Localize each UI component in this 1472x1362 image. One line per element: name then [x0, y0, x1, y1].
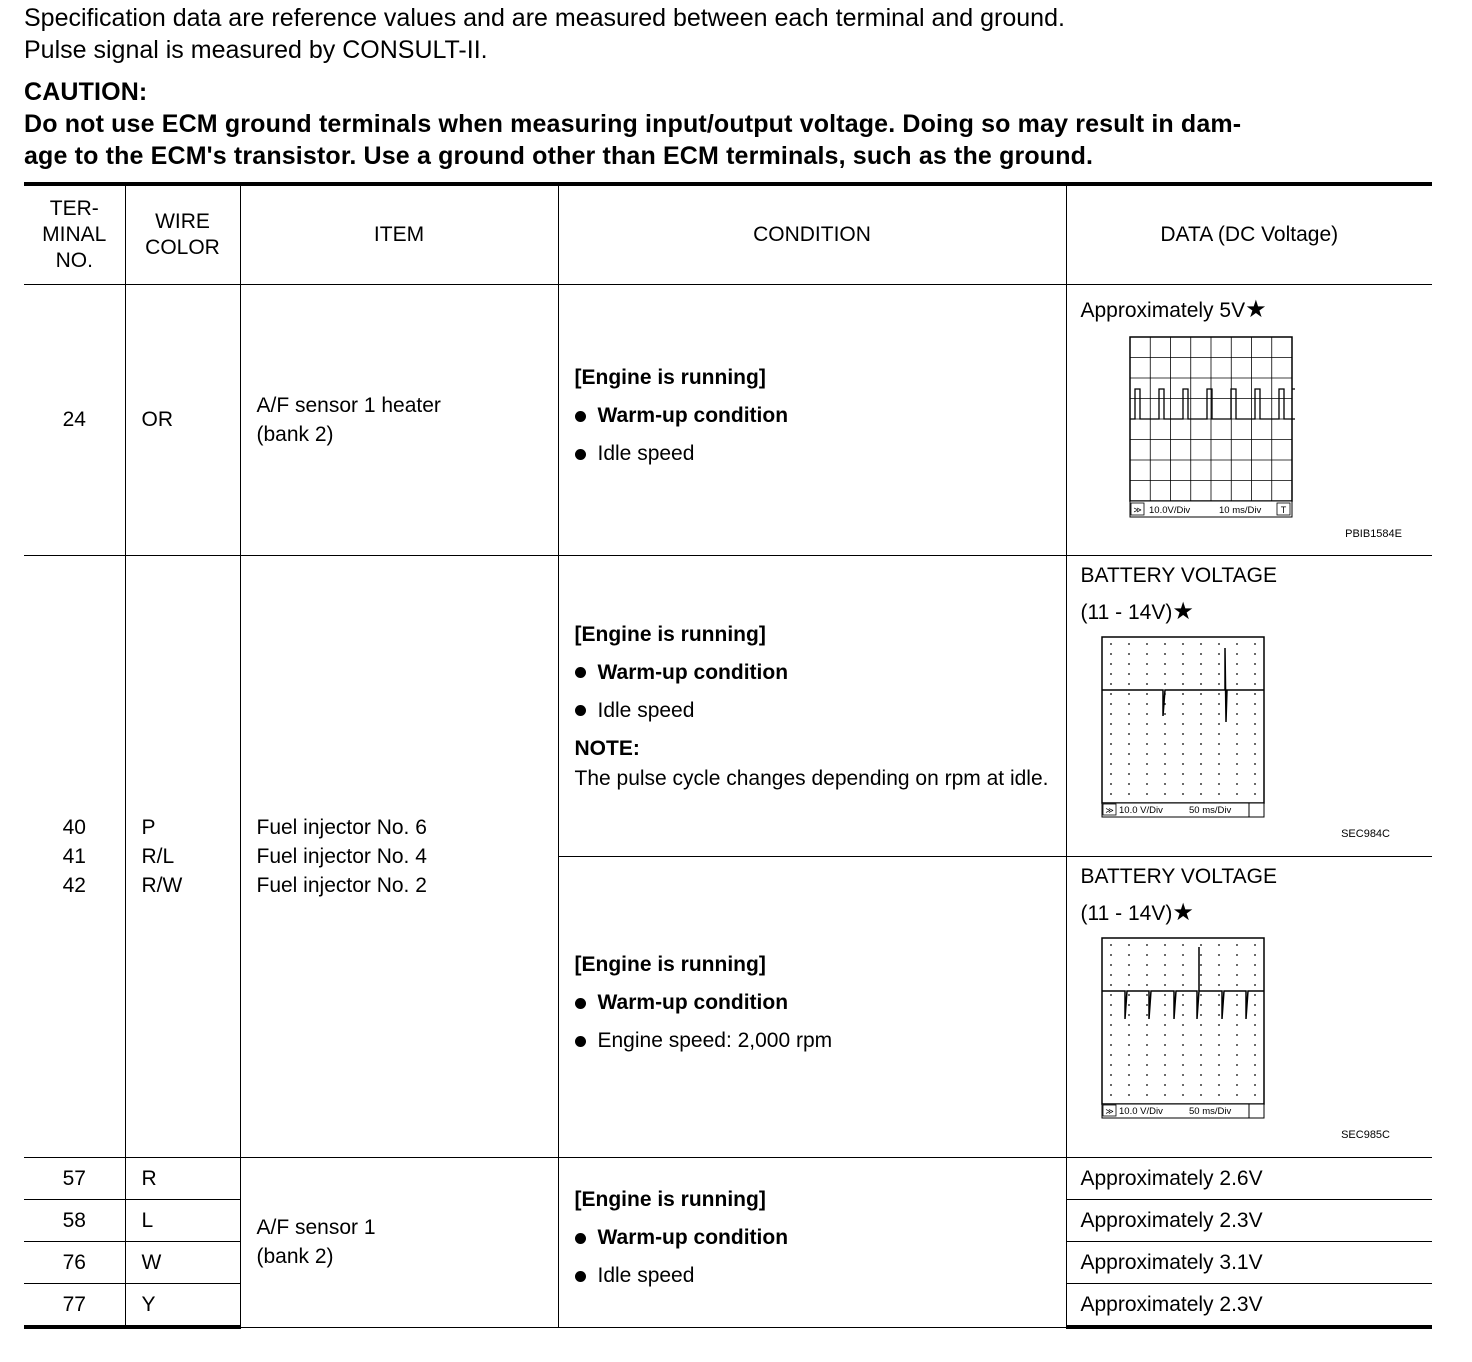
caution-line-2: age to the ECM's transistor. Use a ground other than ECM terminals, such as the ground. [24, 142, 1094, 170]
caution-block [24, 76, 1241, 172]
bullet-dot-icon [575, 998, 586, 1009]
condition-bullet: Warm-up condition [575, 658, 1056, 688]
terminal-cell: 40 41 42 [24, 556, 125, 1158]
data-cell: Approximately 2.3V [1066, 1200, 1432, 1242]
item-cell: A/F sensor 1 heater (bank 2) [240, 285, 558, 556]
scope-arrow-label: ≫ [1104, 1107, 1114, 1116]
header-item: ITEM [240, 184, 558, 285]
data-cell [1066, 285, 1432, 556]
scope-time-scale: 10 ms/Div [1218, 505, 1261, 516]
figure-id: SEC984C [1341, 828, 1390, 840]
terminal-cell: 77 [24, 1284, 125, 1328]
note-heading: NOTE: [574, 736, 640, 760]
condition-bullet: Warm-up condition [575, 1223, 1066, 1253]
oscilloscope-waveform-pulse [1129, 336, 1295, 518]
condition-title: [Engine is running] [574, 366, 766, 389]
caution-heading: CAUTION: [24, 78, 148, 106]
terminal-cell: 58 [24, 1200, 125, 1242]
condition-bullet: Idle speed [575, 439, 1066, 469]
figure-id: PBIB1584E [1345, 528, 1402, 540]
terminal-cell: 57 [24, 1158, 125, 1200]
data-value: Approximately 5V★ [1080, 296, 1267, 323]
condition-bullet: Idle speed [575, 696, 1056, 726]
intro-line-2: Pulse signal is measured by CONSULT-II. [24, 36, 488, 64]
condition-cell [558, 556, 1066, 857]
scope-volt-scale: 10.0V/Div [1148, 505, 1190, 516]
bullet-dot-icon [575, 449, 586, 460]
scope-time-scale: 50 ms/Div [1188, 805, 1231, 816]
intro-text [24, 2, 1065, 66]
condition-cell [558, 857, 1066, 1158]
condition-title: [Engine is running] [574, 1188, 766, 1212]
terminal-cell: 24 [24, 285, 125, 556]
bullet-dot-icon [575, 705, 586, 716]
wire-color-cell: R [125, 1158, 240, 1200]
bullet-dot-icon [575, 667, 586, 678]
item-cell: Fuel injector No. 6 Fuel injector No. 4 Fuel injector No. 2 [240, 556, 558, 1158]
wire-color-cell: P R/L R/W [125, 556, 240, 1158]
scope-trigger-label: T [1280, 505, 1286, 515]
data-cell: Approximately 2.3V [1066, 1284, 1432, 1328]
table-row [24, 556, 1432, 857]
bullet-dot-icon [575, 1036, 586, 1047]
data-value: BATTERY VOLTAGE (11 - 14V)★ [1080, 865, 1277, 926]
intro-line-1: Specification data are reference values and are measured between each terminal and ground. [24, 4, 1065, 32]
oscilloscope-waveform-injector-2000rpm [1101, 937, 1267, 1119]
condition-bullet: Warm-up condition [575, 988, 1066, 1018]
wire-color-cell: Y [125, 1284, 240, 1328]
star-icon: ★ [1172, 598, 1194, 625]
oscilloscope-waveform-injector-idle [1101, 636, 1267, 818]
wire-color-cell: W [125, 1242, 240, 1284]
data-cell [1066, 556, 1432, 857]
wire-color-cell: OR [125, 285, 240, 556]
header-terminal: TER- MINAL NO. [24, 184, 125, 285]
header-condition: CONDITION [558, 184, 1066, 285]
table-row [24, 1158, 1432, 1200]
data-value: BATTERY VOLTAGE (11 - 14V)★ [1080, 564, 1277, 625]
table-header-row [24, 184, 1432, 285]
condition-title: [Engine is running] [574, 622, 766, 646]
data-cell: Approximately 3.1V [1066, 1242, 1432, 1284]
bullet-dot-icon [575, 411, 586, 422]
scope-volt-scale: 10.0 V/Div [1118, 805, 1163, 816]
wire-color-cell: L [125, 1200, 240, 1242]
caution-line-1: Do not use ECM ground terminals when measuring input/output voltage. Doing so may result in dam- [24, 110, 1242, 138]
terminal-cell: 76 [24, 1242, 125, 1284]
condition-bullet: Warm-up condition [575, 401, 1066, 431]
bullet-dot-icon [575, 1271, 586, 1282]
condition-bullet: Idle speed [575, 1261, 1066, 1291]
condition-bullet: Engine speed: 2,000 rpm [575, 1026, 1066, 1056]
data-cell: Approximately 2.6V [1066, 1158, 1432, 1200]
header-wire-color: WIRE COLOR [125, 184, 240, 285]
terminal-spec-table [24, 182, 1432, 1329]
scope-arrow-label: ≫ [1104, 806, 1114, 815]
note-text: The pulse cycle changes depending on rpm at idle. [574, 766, 1049, 790]
scope-volt-scale: 10.0 V/Div [1118, 1106, 1163, 1117]
condition-title: [Engine is running] [574, 953, 766, 976]
condition-cell [558, 1158, 1066, 1328]
bullet-dot-icon [575, 1233, 586, 1244]
table-row [24, 285, 1432, 556]
scope-arrow-label: ≫ [1132, 505, 1142, 515]
data-cell [1066, 857, 1432, 1158]
star-icon: ★ [1172, 899, 1194, 926]
star-icon: ★ [1245, 296, 1267, 323]
scope-time-scale: 50 ms/Div [1188, 1106, 1231, 1117]
figure-id: SEC985C [1341, 1129, 1390, 1141]
header-data: DATA (DC Voltage) [1066, 184, 1432, 285]
condition-cell [558, 285, 1066, 556]
item-cell: A/F sensor 1 (bank 2) [240, 1158, 558, 1328]
